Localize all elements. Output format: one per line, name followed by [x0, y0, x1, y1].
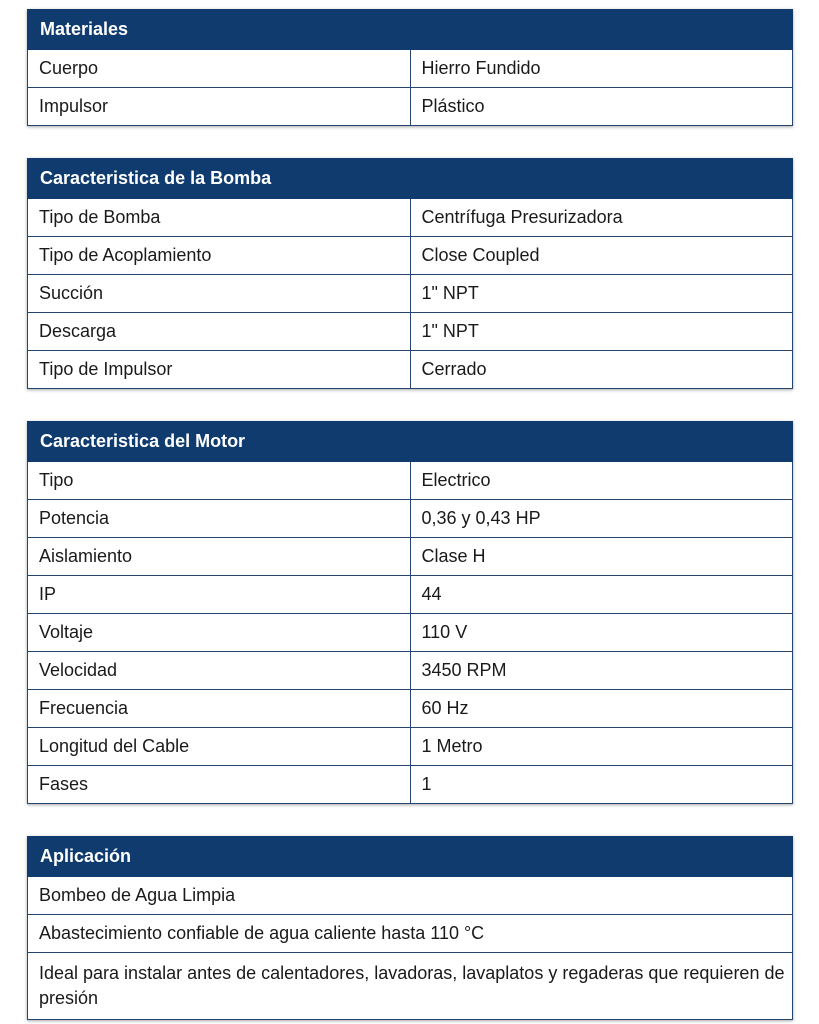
- table-row: [28, 915, 793, 953]
- table-row: [28, 237, 793, 275]
- table-row: [28, 652, 793, 690]
- motor-header: Caracteristica del Motor: [28, 422, 793, 462]
- application-item: Ideal para instalar antes de calentadores, lavadoras, lavaplatos y regaderas que requieren de presión: [28, 953, 793, 1020]
- row-value: 3450 RPM: [410, 652, 793, 690]
- row-value: Electrico: [410, 462, 793, 500]
- row-value: 1: [410, 766, 793, 804]
- table-row: [28, 576, 793, 614]
- row-label: Tipo de Impulsor: [28, 351, 411, 389]
- aplicacion-table: [27, 836, 793, 1020]
- row-value: 1" NPT: [410, 275, 793, 313]
- row-value: 44: [410, 576, 793, 614]
- row-label: Potencia: [28, 500, 411, 538]
- row-value: Hierro Fundido: [410, 50, 793, 88]
- table-row: [28, 351, 793, 389]
- table-row: [28, 953, 793, 1020]
- motor-table: [27, 421, 793, 804]
- row-label: Tipo de Bomba: [28, 199, 411, 237]
- table-row: [28, 690, 793, 728]
- row-value: Close Coupled: [410, 237, 793, 275]
- row-value: 60 Hz: [410, 690, 793, 728]
- row-value: 110 V: [410, 614, 793, 652]
- table-row: [28, 728, 793, 766]
- row-label: Longitud del Cable: [28, 728, 411, 766]
- table-row: [28, 500, 793, 538]
- row-label: Aislamiento: [28, 538, 411, 576]
- row-value: Plástico: [410, 88, 793, 126]
- bomba-header: Caracteristica de la Bomba: [28, 159, 793, 199]
- table-row: [28, 199, 793, 237]
- table-row: [28, 614, 793, 652]
- bomba-table: [27, 158, 793, 389]
- row-label: Fases: [28, 766, 411, 804]
- row-label: Tipo: [28, 462, 411, 500]
- table-row: [28, 877, 793, 915]
- row-label: Descarga: [28, 313, 411, 351]
- row-label: Cuerpo: [28, 50, 411, 88]
- row-value: Centrífuga Presurizadora: [410, 199, 793, 237]
- row-value: 1" NPT: [410, 313, 793, 351]
- table-row: [28, 766, 793, 804]
- row-label: Voltaje: [28, 614, 411, 652]
- row-label: Velocidad: [28, 652, 411, 690]
- row-label: IP: [28, 576, 411, 614]
- row-label: Frecuencia: [28, 690, 411, 728]
- table-row: [28, 88, 793, 126]
- row-label: Impulsor: [28, 88, 411, 126]
- table-row: [28, 538, 793, 576]
- row-value: Cerrado: [410, 351, 793, 389]
- row-label: Succión: [28, 275, 411, 313]
- materiales-header: Materiales: [28, 10, 793, 50]
- application-item: Abastecimiento confiable de agua caliente hasta 110 °C: [28, 915, 793, 953]
- row-label: Tipo de Acoplamiento: [28, 237, 411, 275]
- table-row: [28, 313, 793, 351]
- aplicacion-header: Aplicación: [28, 837, 793, 877]
- table-row: [28, 462, 793, 500]
- materiales-table: [27, 9, 793, 126]
- row-value: Clase H: [410, 538, 793, 576]
- row-value: 0,36 y 0,43 HP: [410, 500, 793, 538]
- row-value: 1 Metro: [410, 728, 793, 766]
- table-row: [28, 275, 793, 313]
- application-item: Bombeo de Agua Limpia: [28, 877, 793, 915]
- table-row: [28, 50, 793, 88]
